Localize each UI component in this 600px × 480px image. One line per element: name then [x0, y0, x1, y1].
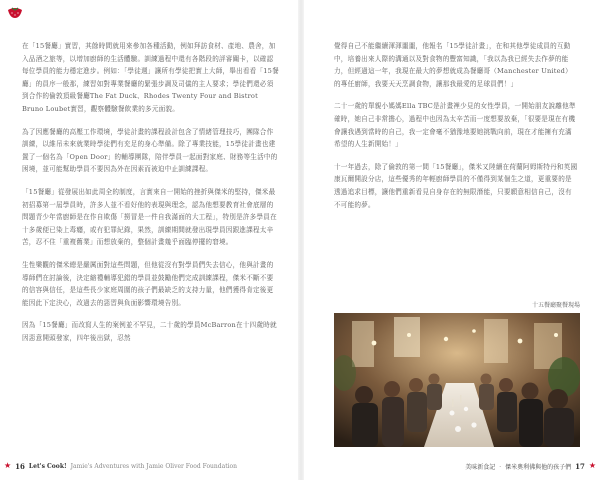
left-paragraph: 為了因應餐廳的高壓工作環境，學徒計畫的課程設計包含了情緒管理技巧，團隊合作訓練，以維吊未來就業時學徒們有充足的身心準備。除了專業技能，15學徒計畫也建置了一個名為「Open Door」的輔導團隊，陪伴學員一起面對家庭、財務等生活中的困境，並可能幫助學員不要因為外在因素而被迫中止訓練課程。 — [22, 127, 278, 174]
right-paragraph: 十一年過去，除了倫敦的第一間「15餐廳」，傑米又陸續在荷蘭阿姆斯特丹和英國康瓦爾開設分店，這些優秀的年輕廚師學員的不僅得到某個生之道，更重要的是透過追求目標，讓他們重新看見自身存在的無限潛能，只要願意相信自己，沒有不可能的夢。 — [334, 162, 578, 209]
left-paragraph: 「15餐廳」從發展出如此周全的制度，言實來自一開始的挫折與傑米的堅持，傑米最初招募第一屆學員時，許多人並不看好他的表現與理念，認為他想要教育社會底層的問題青少年當廚師是在作自欺傷「撈冒是一件自我滿面的大工程」，特別是許多學員在十多歲便已染上毒癮，或有犯罪紀錄，果然，訓練期間就發出現學員因跟進課程太辛苦，忍不住「重複舊業」而想放棄的，整個計畫幾乎面臨停擺的窘境。 — [22, 187, 277, 247]
footer-subtitle: Jamie's Adventures with Jamie Oliver Food Foundation — [70, 462, 238, 470]
left-paragraph: 在「15餐廳」實習，其餘時間就用來參加各種活動，例如拜訪食材、產地、農舍，加入品酒之旅等，以增加廚師的生活體驗。訓練過程中還有各階段的評審關卡，以確認每位學員的能力穩定進步。例如：「學徒週」讓所有學徒把實上大師，舉出看看「15餐廳」的員序一般那，練習如對專業餐廳的緊張步調及司儀的主人要求；學徒們還必須到合作的倫敦頂級餐廳The Fat Duck、Rhodes Twenty Four and Bistrot Bruno Loubet實習，觀察體驗餐飲業的多元面貌。 — [22, 42, 279, 113]
right-page-text-column — [334, 40, 578, 221]
strawberry-logo-icon — [6, 4, 24, 16]
page-gutter — [298, 0, 304, 480]
dinner-party-photo — [334, 313, 580, 447]
star-icon: ★ — [4, 461, 12, 470]
left-page-number: 16 — [15, 461, 25, 471]
star-icon: ★ — [588, 461, 596, 470]
right-paragraph: 覺得自己不能繼續渾渾噩噩，他報名「15學徒計畫」，在和其他學徒成員的互動中，培養出來人際的溝通以及對食物的豐富知識，「我以為我已經失去作夢的能力，但經過這一年，我現在最大的夢想就成為餐廳哥（Manchester United）的專任廚師，我要天天烹調食物，讓那我最愛的足球員們！」 — [334, 42, 572, 88]
photo-caption: 十五餐廳聚餐現場 — [531, 302, 580, 309]
left-paragraph: 因為「15餐廳」而改寫人生的案例並不罕見，二十歲的學員McBarron在十四歲時就因惡意開頭發家，四年後出獄，忍然 — [22, 321, 277, 342]
right-page-footer — [465, 461, 596, 471]
left-page-footer — [4, 461, 237, 471]
footer-section-title: 美味新食記 ‧ 傑米奧利佛與他的孩子們 — [465, 463, 572, 471]
right-paragraph: 二十一歲的單親小媽媽Ella TBC是計畫裡少見的女性學員，一開始朋友說離他準確時，她自己非常擔心，過程中也因為太辛苦而一度想要放棄，「很要是現在有機會讓我遇到當時的自己，我一定會毫不猶豫地要她挑戰向前，現在才能擁有充滿希望的人生新開始！」 — [334, 102, 576, 149]
left-paragraph: 生性樂觀的傑米總是嚴厲面對這些問題，但他從沒有對學員們失去信心，他與計畫的導師們在討論後，決定縮禮輔導犯錯的學員並鼓勵他們完成訓練課程，傑米不斷不要的信容與信任，是這些長少家庭周圍的孩子們最缺乏的支持力量，他們獲得肯定後更能因此下定決心，改過去的惡習與負面影響環境告別。 — [22, 260, 274, 307]
right-page-number: 17 — [575, 461, 585, 471]
footer-series-title: Let's Cook! — [28, 462, 67, 470]
left-page-text-column — [22, 40, 280, 354]
